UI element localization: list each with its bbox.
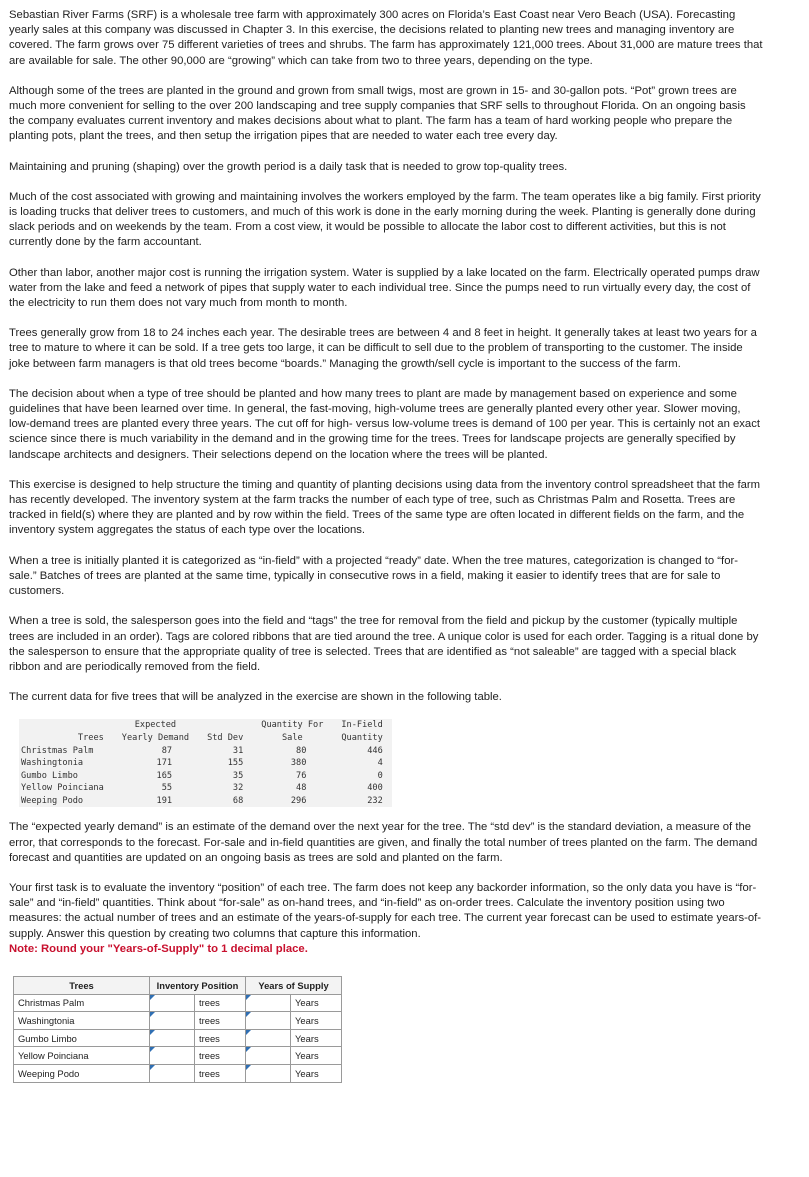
header-forsale-line2: Sale xyxy=(281,732,303,743)
header-demand-line2: Yearly Demand xyxy=(121,732,190,743)
cell-demand: 171 xyxy=(156,758,173,769)
inventory-position-input[interactable] xyxy=(150,994,195,1012)
cell-tree: Yellow Poinciana xyxy=(21,783,104,794)
table-row xyxy=(19,757,392,770)
cell-infield: 232 xyxy=(367,795,383,806)
table-header-row xyxy=(19,719,392,744)
cell-tree: Christmas Palm xyxy=(21,745,94,756)
paragraph: When a tree is sold, the salesperson goes into the field and “tags” the tree for removal from the field and pickup by the customer (typically multiple trees are included in an order). Tags are colored ribbons that are tied around the tree. A unique color is used for each order. Tagging is a ritual done by the salesperson to ensure that the appropriate quality of tree is selected. Trees that are identified as “not saleable” are tagged with a special black ribbon and are periodically removed from the field. xyxy=(9,615,759,673)
exercise-content xyxy=(9,8,764,1083)
header-std xyxy=(198,719,252,744)
inventory-position-input[interactable] xyxy=(150,1065,195,1083)
paragraph: This exercise is designed to help structure the timing and quantity of planting decisions using data from the inventory control spreadsheet that the farm has recently developed. The inventory system at the farm tracks the number of each type of tree, such as Christmas Palm and Rosetta. Trees are tracked in field(s) where they are planted and by row within the field. Trees of the same type are often located in different fields on the farm, and the inventory system aggregates the status of each type over the locations. xyxy=(9,478,761,537)
answer-row xyxy=(14,1047,342,1065)
cell-tree: Gumbo Limbo xyxy=(21,770,78,781)
paragraph: The decision about when a type of tree should be planted and how many trees to plant are made by management based on experience and some guidelines that have been learned over time. In general, the fast-moving, high-volume trees are generally planted every other year. Slower moving, low-demand trees are planted every three years. The cut off for high- versus low-volume trees is demand of 100 per year. This is certainly not an exact science since there is much variability in the demand and in the growing time for the trees. Trees for landscape projects are generally specified by landscape architects and designers. Their selections depend on the location where the trees will be planted. xyxy=(9,387,760,461)
trees-unit-label: trees xyxy=(195,1029,246,1047)
trees-unit-label: trees xyxy=(195,1065,246,1083)
cell-std: 155 xyxy=(227,758,244,769)
answer-tree-name: Christmas Palm xyxy=(14,994,150,1012)
inventory-position-input[interactable] xyxy=(150,1047,195,1065)
tree-data-table xyxy=(19,719,392,807)
answer-header-supply: Years of Supply xyxy=(246,977,342,995)
rounding-note: Note: Round your "Years-of-Supply" to 1 decimal place. xyxy=(9,942,308,955)
cell-forsale: 80 xyxy=(296,745,307,756)
cell-infield: 0 xyxy=(377,770,383,781)
answer-row xyxy=(14,1065,342,1083)
years-of-supply-input[interactable] xyxy=(246,1065,291,1083)
cell-std: 31 xyxy=(232,745,244,756)
cell-std: 32 xyxy=(232,783,244,794)
cell-std: 35 xyxy=(232,770,244,781)
header-std-label: Std Dev xyxy=(207,732,244,743)
cell-infield: 400 xyxy=(367,783,383,794)
answer-header-trees: Trees xyxy=(14,977,150,995)
task-text: Your first task is to evaluate the inventory “position” of each tree. The farm does not keep any backorder information, so the only data you have is “for-sale” and “in-field” quantities. Think about “for-sale” as on-hand trees, and “in-field” as on-order trees. Calculate the inventory position using two measures: the actual number of trees and an estimate of the years-of-supply for each tree. The current year forecast can be used to estimate years-of-supply. Answer this question by creating two columns that capture this information. xyxy=(9,882,762,940)
paragraph: Sebastian River Farms (SRF) is a wholesale tree farm with approximately 300 acres on Florida’s East Coast near Vero Beach (USA). Forecasting yearly sales at this company was discussed in Chapter 3. In this exercise, the decisions related to planting new trees and managing inventory are covered. The farm grows over 75 different varieties of trees and shrubs. The farm has approximately 121,000 trees. About 31,000 are mature trees that are available for sale. The other 90,000 are “growing” which can take from two to three years, depending on the type. xyxy=(9,9,763,67)
answer-tree-name: Washingtonia xyxy=(14,1012,150,1030)
cell-tree: Weeping Podo xyxy=(21,795,84,806)
answer-table xyxy=(13,976,342,1083)
cell-forsale: 380 xyxy=(290,758,307,769)
cell-forsale: 76 xyxy=(296,770,307,781)
years-unit-label: Years xyxy=(291,1029,342,1047)
cell-demand: 55 xyxy=(161,783,173,794)
paragraph: Other than labor, another major cost is running the irrigation system. Water is supplied by a lake located on the farm. Electrically operated pumps draw water from the lake and feed a network of pipes that supply water to each individual tree. Since the pumps need to run virtually every day, the cost of the electricity to run them does not vary much from month to month. xyxy=(9,266,760,310)
cell-demand: 191 xyxy=(156,795,173,806)
table-row xyxy=(19,745,392,758)
header-demand xyxy=(113,719,198,744)
cell-demand: 87 xyxy=(161,745,173,756)
cell-infield: 446 xyxy=(367,745,383,756)
paragraph: Although some of the trees are planted in the ground and grown from small twigs, most are grown in 15- and 30-gallon pots. “Pot” grown trees are much more convenient for selling to the over 200 landscaping and tree supply companies that SRF sells to throughout Florida. On an ongoing basis the company evaluates current inventory and makes decisions about what to plant. The farm has a team of hard working people who prepare the planting pots, plant the trees, and then setup the irrigation pipes that are needed to water each tree every day. xyxy=(9,84,746,143)
years-of-supply-input[interactable] xyxy=(246,1047,291,1065)
header-trees-label: Trees xyxy=(77,732,104,743)
answer-tree-name: Gumbo Limbo xyxy=(14,1029,150,1047)
paragraph: Maintaining and pruning (shaping) over the growth period is a daily task that is needed to grow top-quality trees. xyxy=(9,160,568,173)
header-demand-line1: Expected xyxy=(134,720,177,731)
header-infield xyxy=(332,719,391,744)
paragraph xyxy=(9,881,764,957)
cell-tree: Washingtonia xyxy=(21,758,84,769)
paragraph: The current data for five trees that will be analyzed in the exercise are shown in the following table. xyxy=(9,691,502,704)
table-row xyxy=(19,795,392,808)
trees-unit-label: trees xyxy=(195,994,246,1012)
cell-forsale: 296 xyxy=(290,795,307,806)
paragraph: Much of the cost associated with growing and maintaining involves the workers employed by the farm. The team operates like a big family. First priority is loading trucks that deliver trees to customers, and much of this work is done in the early morning during the week. Planting is generally done during slack periods and on weekends by the team. From a cost view, it would be possible to allocate the labor cost to different activities, but this is not currently done by the farm accountant. xyxy=(9,190,761,249)
cell-std: 68 xyxy=(232,795,244,806)
header-forsale-line1: Quantity For xyxy=(261,720,324,731)
years-unit-label: Years xyxy=(291,994,342,1012)
header-forsale xyxy=(252,719,332,744)
inventory-position-input[interactable] xyxy=(150,1012,195,1030)
paragraph: When a tree is initially planted it is categorized as “in-field” with a projected “ready” date. When the tree matures, categorization is changed to “for-sale.” Batches of trees are planted at the same time, typically in consecutive rows in a field, making it easier to identify trees that are for sale to customers. xyxy=(9,554,739,598)
years-unit-label: Years xyxy=(291,1012,342,1030)
cell-forsale: 48 xyxy=(296,783,307,794)
answer-row xyxy=(14,1029,342,1047)
answer-tree-name: Weeping Podo xyxy=(14,1065,150,1083)
table-row xyxy=(19,782,392,795)
cell-infield: 4 xyxy=(377,758,383,769)
answer-header-row xyxy=(14,977,342,995)
cell-demand: 165 xyxy=(156,770,173,781)
table-row xyxy=(19,770,392,783)
answer-row xyxy=(14,1012,342,1030)
answer-row xyxy=(14,994,342,1012)
answer-header-position: Inventory Position xyxy=(150,977,246,995)
answer-tree-name: Yellow Poinciana xyxy=(14,1047,150,1065)
trees-unit-label: trees xyxy=(195,1047,246,1065)
years-unit-label: Years xyxy=(291,1065,342,1083)
years-of-supply-input[interactable] xyxy=(246,994,291,1012)
trees-unit-label: trees xyxy=(195,1012,246,1030)
years-of-supply-input[interactable] xyxy=(246,1012,291,1030)
header-infield-line1: In-Field xyxy=(341,720,383,731)
years-unit-label: Years xyxy=(291,1047,342,1065)
inventory-position-input[interactable] xyxy=(150,1029,195,1047)
paragraph: Trees generally grow from 18 to 24 inches each year. The desirable trees are between 4 and 8 feet in height. It generally takes at least two years for a tree to mature to where it can be sold. If a tree gets too large, it can be difficult to sell due to the problem of transporting to the customer. The inside joke between farm managers is that old trees become “boards.” Managing the growth/sell cycle is important to the success of the farm. xyxy=(9,327,757,370)
header-infield-line2: Quantity xyxy=(341,732,383,743)
header-trees xyxy=(19,719,113,744)
years-of-supply-input[interactable] xyxy=(246,1029,291,1047)
paragraph: The “expected yearly demand” is an estimate of the demand over the next year for the tree. The “std dev” is the standard deviation, a measure of the error, that corresponds to the forecast. For-sale and in-field quantities are given, and finally the total number of trees planted on the farm. The demand forecast and quantities are updated on an ongoing basis as trees are sold and planted on the farm. xyxy=(9,821,758,864)
